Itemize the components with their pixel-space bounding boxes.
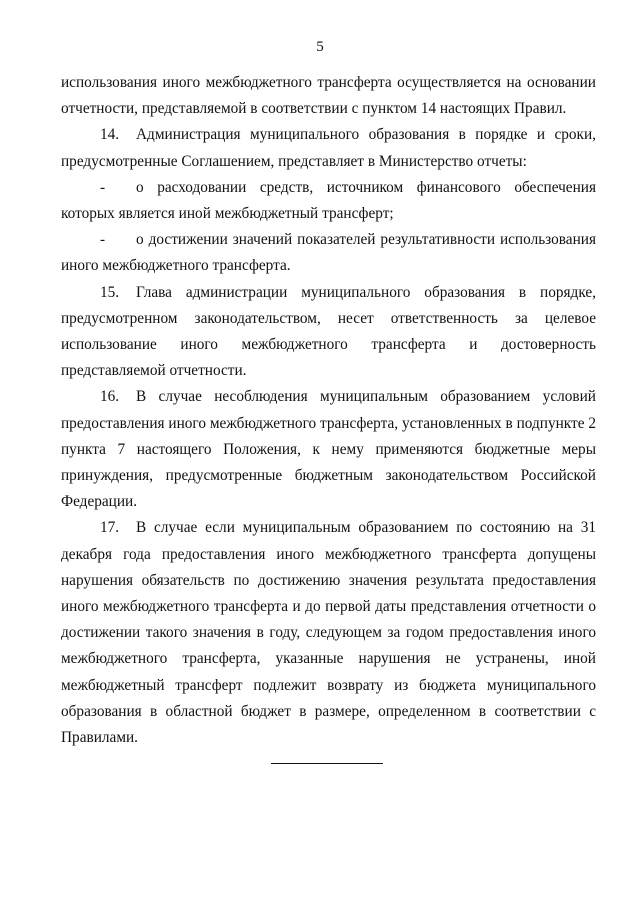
page-number: 5 xyxy=(316,39,324,55)
paragraph-number: 14. xyxy=(100,126,120,144)
paragraph-16 xyxy=(61,384,596,515)
list-item-expenditure-report xyxy=(61,175,596,227)
paragraph-text: В случае если муниципальным образованием по состоянию на 31 декабря года предоставления иного межбюджетного трансферта допущены нарушения обязательств по достижению значения результата предоставления иного межбюджетного трансферта и до первой даты представления отчетности о достижении такого значения в году, следующем за годом предоставления иного межбюджетного трансферта, указанные нарушения не устранены, иной межбюджетный трансферт подлежит возврату из бюджета муниципального образования в областной бюджет в размере, определенном в соответствии с Правилами. xyxy=(61,519,596,747)
list-item-indicators-report xyxy=(61,227,596,279)
list-dash: - xyxy=(100,178,106,196)
paragraph-text: В случае несоблюдения муниципальным образованием условий предоставления иного межбюджетного трансферта, установленных в подпункте 2 пункта 7 настоящего Положения, к нему применяются бюджетные меры принуждения, предусмотренные бюджетным законодательством Российской Федерации. xyxy=(61,388,596,511)
end-separator-line xyxy=(271,763,383,764)
paragraph-15 xyxy=(61,280,596,385)
paragraph-continuation xyxy=(61,70,596,122)
paragraph-number: 15. xyxy=(100,283,120,301)
paragraph-number: 16. xyxy=(100,388,120,406)
paragraph-text: Глава администрации муниципального образования в порядке, предусмотренном законодательством, несет ответственность за целевое использование иного межбюджетного трансферта и достоверность представляемой отчетности. xyxy=(61,283,596,380)
paragraph-text: Администрация муниципального образования в порядке и сроки, предусмотренные Соглашением, представляет в Министерство отчеты: xyxy=(61,126,596,170)
list-item-text: о расходовании средств, источником финансового обеспечения которых является иной межбюджетный трансферт; xyxy=(61,178,596,223)
paragraph-number: 17. xyxy=(100,519,120,537)
document-body xyxy=(61,70,596,751)
list-item-text: о достижении значений показателей результативности использования иного межбюджетного трансферта. xyxy=(61,231,596,275)
list-dash: - xyxy=(100,231,106,249)
paragraph-text: использования иного межбюджетного трансферта осуществляется на основании отчетности, представляемой в соответствии с пунктом 14 настоящих Правил. xyxy=(61,74,596,118)
paragraph-14 xyxy=(61,122,596,174)
paragraph-17 xyxy=(61,515,596,751)
